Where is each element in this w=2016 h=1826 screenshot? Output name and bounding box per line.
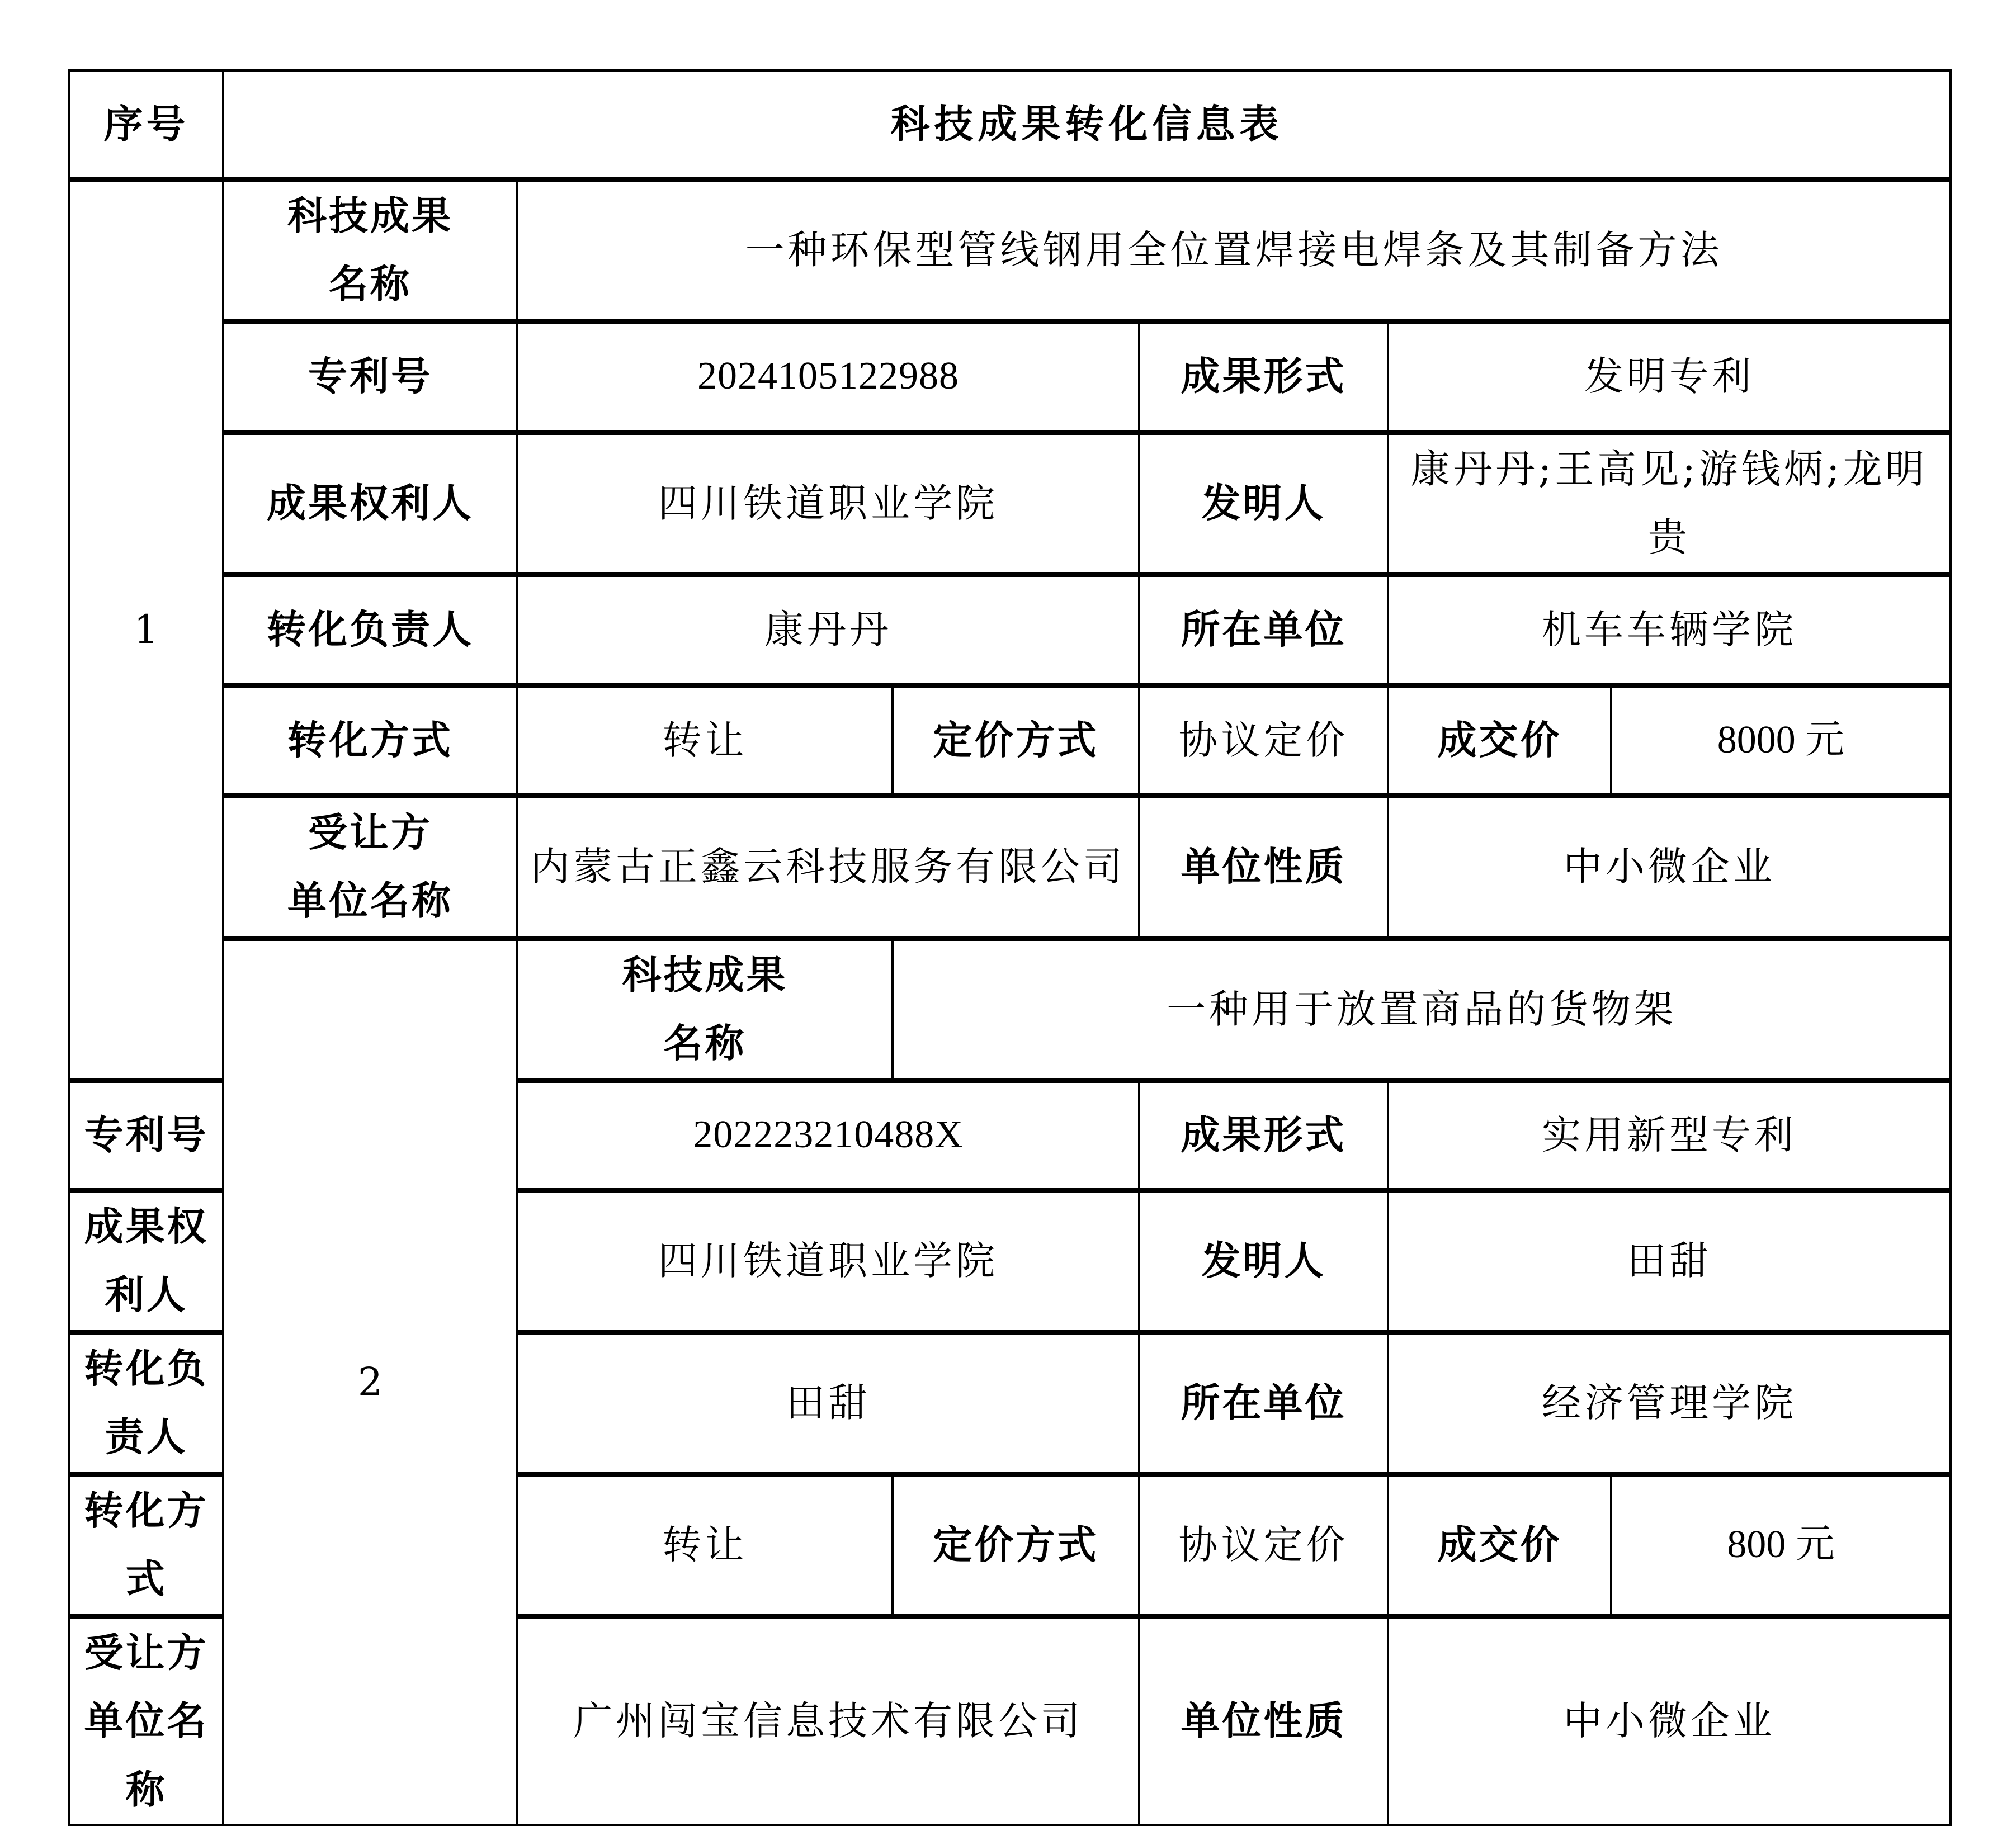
transferee-label	[69, 1616, 223, 1825]
record-2-name-row	[69, 938, 1951, 1080]
transferee-value: 广州闯宝信息技术有限公司	[517, 1616, 1139, 1825]
transfer-method-label: 转化方式	[69, 1474, 223, 1616]
transfer-method-label: 转化方式	[223, 685, 517, 795]
pricing-method-value: 协议定价	[1139, 685, 1388, 795]
deal-price-label: 成交价	[1388, 1474, 1611, 1616]
record-1-charge-row	[69, 574, 1951, 685]
achievement-name-value: 一种用于放置商品的货物架	[893, 938, 1951, 1080]
achievement-form-value: 实用新型专利	[1388, 1080, 1951, 1190]
unit-nature-value: 中小微企业	[1388, 1616, 1951, 1825]
record-2-seq: 2	[223, 938, 517, 1825]
record-1-method-row	[69, 685, 1951, 795]
rights-holder-label: 成果权利人	[69, 1190, 223, 1332]
label-line: 受让方	[308, 808, 432, 855]
label-line: 单位名称	[287, 877, 453, 924]
department-label: 所在单位	[1139, 574, 1388, 685]
pricing-method-value: 协议定价	[1139, 1474, 1388, 1616]
inventors-value: 田甜	[1388, 1190, 1951, 1332]
label-line: 名称	[329, 261, 412, 307]
achievement-name-value: 一种环保型管线钢用全位置焊接电焊条及其制备方法	[517, 179, 1951, 321]
unit-nature-value: 中小微企业	[1388, 795, 1951, 938]
patent-no-value: 2024105122988	[517, 321, 1139, 432]
pricing-method-label: 定价方式	[893, 685, 1139, 795]
deal-price-value: 8000 元	[1611, 685, 1951, 795]
patent-no-label: 专利号	[69, 1080, 223, 1190]
inventors-value: 康丹丹;王高见;游钱炳;龙明贵	[1388, 432, 1951, 574]
person-in-charge-value: 康丹丹	[517, 574, 1139, 685]
deal-price-value: 800 元	[1611, 1474, 1951, 1616]
transfer-method-value: 转让	[517, 685, 893, 795]
label-line: 单位名称	[84, 1697, 209, 1813]
achievement-form-label: 成果形式	[1139, 321, 1388, 432]
label-line: 名称	[663, 1020, 747, 1066]
record-1-holder-row	[69, 432, 1951, 574]
record-1-seq: 1	[69, 179, 223, 1080]
label-line: 科技成果	[622, 951, 788, 998]
label-line: 受让方	[84, 1629, 209, 1676]
rights-holder-value: 四川铁道职业学院	[517, 1190, 1139, 1332]
inventors-label: 发明人	[1139, 1190, 1388, 1332]
rights-holder-value: 四川铁道职业学院	[517, 432, 1139, 574]
achievement-name-label	[517, 938, 893, 1080]
department-value: 经济管理学院	[1388, 1332, 1951, 1474]
record-1-patent-row	[69, 321, 1951, 432]
department-value: 机车车辆学院	[1388, 574, 1951, 685]
rights-holder-label: 成果权利人	[223, 432, 517, 574]
achievement-name-label	[223, 179, 517, 321]
seq-header: 序号	[69, 70, 223, 179]
achievement-form-label: 成果形式	[1139, 1080, 1388, 1190]
transferee-value: 内蒙古正鑫云科技服务有限公司	[517, 795, 1139, 938]
record-1-transferee-row	[69, 795, 1951, 938]
header-row	[69, 70, 1951, 179]
pricing-method-label: 定价方式	[893, 1474, 1139, 1616]
person-in-charge-value: 田甜	[517, 1332, 1139, 1474]
unit-nature-label: 单位性质	[1139, 795, 1388, 938]
record-1-name-row	[69, 179, 1951, 321]
unit-nature-label: 单位性质	[1139, 1616, 1388, 1825]
transfer-method-value: 转让	[517, 1474, 893, 1616]
inventors-label: 发明人	[1139, 432, 1388, 574]
patent-no-label: 专利号	[223, 321, 517, 432]
achievement-form-value: 发明专利	[1388, 321, 1951, 432]
department-label: 所在单位	[1139, 1332, 1388, 1474]
person-in-charge-label: 转化负责人	[223, 574, 517, 685]
patent-no-value: 202223210488X	[517, 1080, 1139, 1190]
achievement-transfer-table	[68, 69, 1952, 1826]
table-title: 科技成果转化信息表	[223, 70, 1951, 179]
transferee-label	[223, 795, 517, 938]
person-in-charge-label: 转化负责人	[69, 1332, 223, 1474]
deal-price-label: 成交价	[1388, 685, 1611, 795]
label-line: 科技成果	[287, 192, 453, 239]
